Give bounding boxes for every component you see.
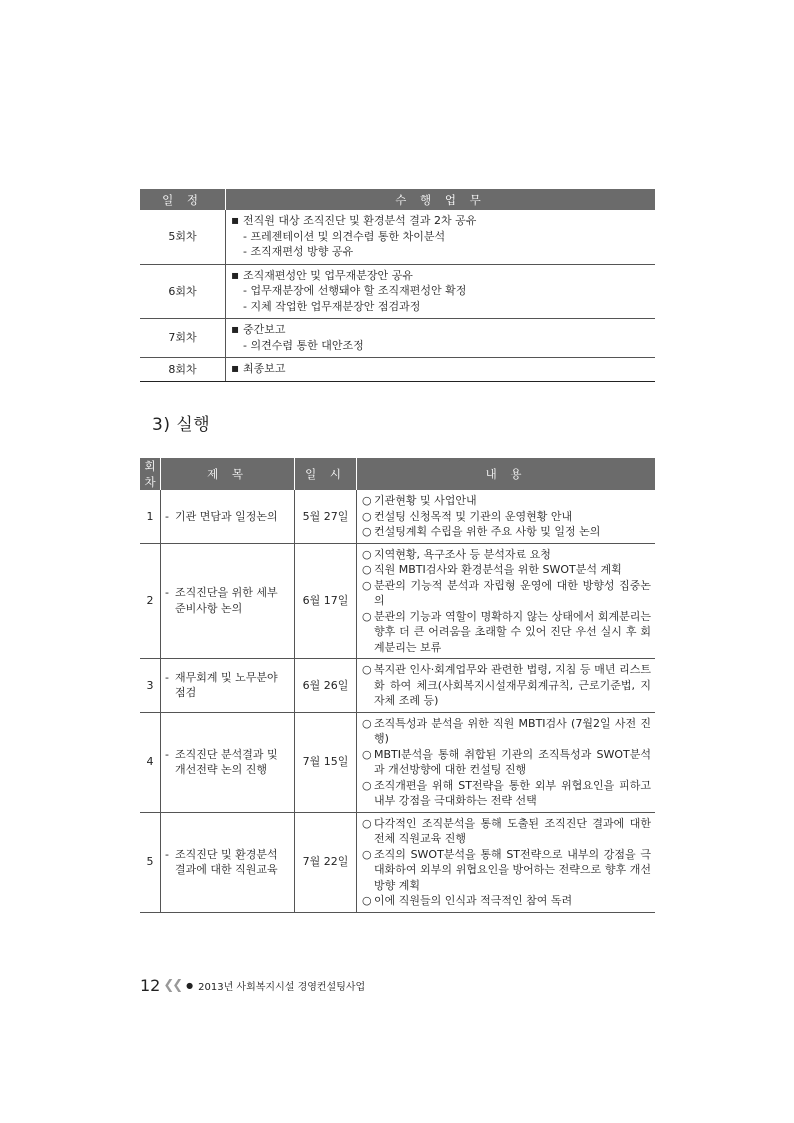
content-item: [362, 778, 651, 809]
execution-header-title: 제 목: [161, 458, 295, 490]
content-item: [362, 524, 651, 540]
schedule-row: [140, 358, 655, 382]
execution-content: [357, 812, 656, 912]
execution-date: 7월 22일: [295, 812, 357, 912]
content-item-text: 조직의 SWOT분석을 통해 ST전략으로 내부의 강점을 극대화하여 외부의 위협요인을 방어하는 전략으로 향후 개선방향 계획: [374, 847, 651, 892]
execution-title-text: 조직진단을 위한 세부 준비사항 논의: [175, 586, 278, 615]
content-item-text: 기관현황 및 사업안내: [374, 494, 477, 507]
content-item: [362, 893, 651, 909]
schedule-task: [226, 210, 656, 264]
execution-title-text: 조직진단 및 환경분석 결과에 대한 직원교육: [175, 847, 278, 876]
circle-bullet-icon: ○: [362, 747, 372, 761]
dash-marker-icon: -: [165, 747, 169, 761]
content-item: [362, 747, 651, 778]
content-item-text: 다각적인 조직분석을 통해 도출된 조직진단 결과에 대한 전체 직원교육 진행: [374, 816, 651, 845]
execution-content: [357, 712, 656, 812]
execution-row: [140, 812, 655, 912]
execution-header-no: 회차: [140, 458, 161, 490]
execution-content: [357, 659, 656, 713]
circle-bullet-icon: ○: [362, 563, 372, 576]
execution-no: 3: [140, 659, 161, 713]
task-bullet: ▪ 중간보고: [231, 322, 651, 338]
execution-title-line: [165, 670, 290, 701]
circle-bullet-icon: ○: [362, 609, 372, 623]
task-subitem: - 지체 작업한 업무재분장안 점검과정: [231, 299, 651, 315]
dash-marker-icon: -: [165, 586, 169, 600]
double-chevron-icon: ❮❮: [163, 978, 182, 993]
content-item-text: 직원 MBTI검사와 환경분석을 위한 SWOT분석 계획: [374, 563, 622, 576]
dash-marker-icon: -: [165, 509, 169, 523]
execution-row: [140, 490, 655, 543]
execution-title-line: [165, 509, 290, 525]
content-item: [362, 716, 651, 747]
content-item-text: 분관의 기능적 분석과 자립형 운영에 대한 방향성 집중논의: [374, 578, 651, 607]
content-item: [362, 847, 651, 894]
content-item: [362, 609, 651, 656]
circle-bullet-icon: ○: [362, 716, 372, 730]
execution-no: 2: [140, 543, 161, 659]
schedule-session: 5회차: [140, 210, 226, 264]
schedule-header-session: 일 정: [140, 189, 226, 210]
task-bullet: ▪ 최종보고: [231, 361, 651, 377]
circle-bullet-icon: ○: [362, 894, 372, 907]
page-footer: [140, 976, 365, 995]
execution-no: 4: [140, 712, 161, 812]
execution-title-text: 재무회계 및 노무분야 점검: [175, 670, 278, 700]
section-heading: 3) 실행: [152, 415, 211, 435]
schedule-table: [140, 189, 655, 382]
execution-title-text: 기관 면담과 일정논의: [175, 509, 278, 523]
circle-bullet-icon: ○: [362, 525, 372, 538]
execution-title-line: [165, 585, 290, 616]
execution-title: [161, 712, 295, 812]
execution-date: 6월 26일: [295, 659, 357, 713]
content-item-text: 복지관 인사·회계업무와 관련한 법령, 지침 등 매년 리스트화 하여 체크(사회복지시설재무회계규칙, 근로기준법, 지자체 조례 등): [374, 663, 651, 707]
execution-no: 1: [140, 490, 161, 543]
content-item-text: 지역현황, 욕구조사 등 분석자료 요청: [374, 547, 551, 561]
schedule-header-task: 수 행 업 무: [226, 189, 656, 210]
task-subitem: - 프레젠테이션 및 의견수렴 통한 차이분석: [231, 229, 651, 245]
dash-marker-icon: -: [165, 670, 169, 684]
execution-title-line: [165, 747, 290, 778]
schedule-session: 6회차: [140, 264, 226, 319]
schedule-row: [140, 210, 655, 264]
schedule-task: [226, 264, 656, 319]
execution-title-line: [165, 847, 290, 878]
content-item-text: 컨설팅 신청목적 및 기관의 운영현황 안내: [374, 509, 573, 523]
content-item: [362, 509, 651, 525]
content-item: [362, 547, 651, 563]
execution-date: 5월 27일: [295, 490, 357, 543]
circle-bullet-icon: ○: [362, 847, 372, 861]
circle-bullet-icon: ○: [362, 663, 372, 676]
execution-row: [140, 659, 655, 713]
content-item: [362, 493, 651, 509]
execution-header-content: 내 용: [357, 458, 656, 490]
task-subitem: - 조직재편성 방향 공유: [231, 244, 651, 260]
execution-date: 6월 17일: [295, 543, 357, 659]
execution-content: [357, 543, 656, 659]
execution-title: [161, 659, 295, 713]
execution-header-row: [140, 458, 655, 490]
schedule-session: 7회차: [140, 319, 226, 358]
schedule-row: [140, 319, 655, 358]
page-number: 12: [140, 976, 161, 995]
execution-title-text: 조직진단 분석결과 및 개선전략 논의 진행: [175, 747, 278, 776]
schedule-task: [226, 319, 656, 358]
schedule-header-row: [140, 189, 655, 210]
circle-bullet-icon: ○: [362, 494, 372, 507]
task-bullet: ▪ 전직원 대상 조직진단 및 환경분석 결과 2차 공유: [231, 213, 651, 229]
content-item: [362, 562, 651, 578]
schedule-task: [226, 358, 656, 382]
content-item-text: MBTI분석을 통해 취합된 기관의 조직특성과 SWOT분석과 개선방향에 대한 컨설팅 진행: [374, 747, 651, 776]
circle-bullet-icon: ○: [362, 547, 372, 561]
content-item: [362, 578, 651, 609]
execution-table: [140, 458, 655, 913]
circle-bullet-icon: ○: [362, 578, 372, 592]
bullet-dot-icon: ●: [186, 981, 194, 990]
execution-no: 5: [140, 812, 161, 912]
content-item-text: 분관의 기능과 역할이 명확하지 않는 상태에서 회계분리는 향후 더 큰 어려움을 초래할 수 있어 진단 우선 실시 후 회계분리는 보류: [374, 609, 651, 654]
execution-title: [161, 543, 295, 659]
circle-bullet-icon: ○: [362, 778, 372, 792]
execution-title: [161, 812, 295, 912]
schedule-row: [140, 264, 655, 319]
circle-bullet-icon: ○: [362, 509, 372, 523]
schedule-session: 8회차: [140, 358, 226, 382]
content-item-text: 조직개편을 위해 ST전략을 통한 외부 위협요인을 피하고 내부 강점을 극대화하는 전략 선택: [374, 778, 651, 807]
content-item-text: 컨설팅계획 수립을 위한 주요 사항 및 일정 논의: [374, 525, 601, 538]
execution-date: 7월 15일: [295, 712, 357, 812]
execution-header-date: 일 시: [295, 458, 357, 490]
content-item: [362, 816, 651, 847]
task-bullet: ▪ 조직재편성안 및 업무재분장안 공유: [231, 268, 651, 284]
execution-content: [357, 490, 656, 543]
execution-row: [140, 543, 655, 659]
dash-marker-icon: -: [165, 847, 169, 861]
task-subitem: - 업무재분장에 선행돼야 할 조직재편성안 확정: [231, 283, 651, 299]
circle-bullet-icon: ○: [362, 816, 372, 830]
content-item: [362, 662, 651, 709]
execution-row: [140, 712, 655, 812]
content-item-text: 조직특성과 분석을 위한 직원 MBTI검사 (7월2일 사전 진행): [374, 716, 651, 745]
execution-title: [161, 490, 295, 543]
content-item-text: 이에 직원들의 인식과 적극적인 참여 독려: [374, 894, 573, 907]
task-subitem: - 의견수렴 통한 대안조정: [231, 338, 651, 354]
footer-text: 2013년 사회복지시설 경영컨설팅사업: [198, 982, 366, 993]
